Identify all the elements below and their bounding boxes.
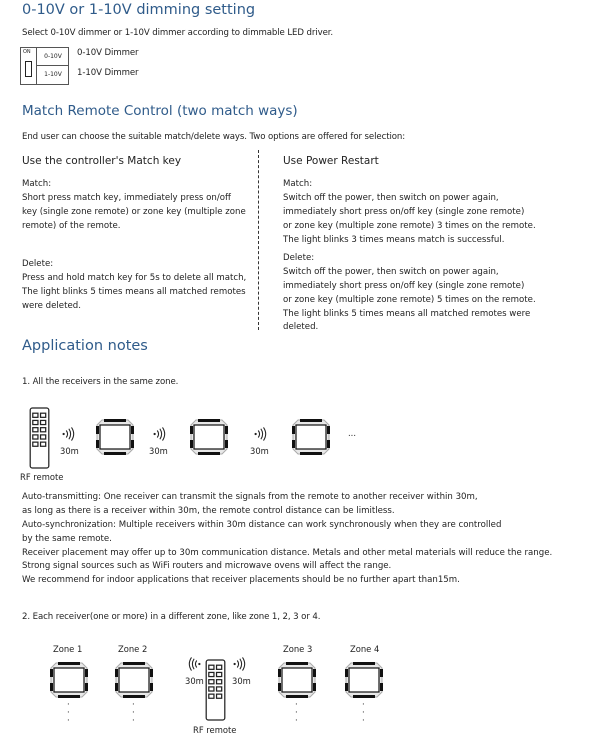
distance-label: 30m — [232, 676, 251, 686]
line: by the same remote. — [22, 533, 112, 544]
rf-remote-label: RF remote — [20, 472, 64, 482]
line: Short press match key, immediately press on/off — [22, 192, 231, 203]
line: Auto-transmitting: One receiver can transmit the signals from the remote to another receiver within 30m, — [22, 492, 478, 502]
receiver-icon — [189, 416, 229, 458]
left-heading: Use the controller's Match key — [22, 155, 182, 167]
line: were deleted. — [22, 300, 81, 311]
line: key (single zone remote) or zone key (multiple zone — [22, 206, 246, 217]
distance-label: 30m — [185, 676, 204, 686]
match-intro: End user can choose the suitable match/delete ways. Two options are offered for selection: — [22, 132, 406, 142]
signal-waves-icon — [61, 427, 75, 441]
distance-label: 30m — [149, 446, 168, 456]
option-0-10v: 0-10V Dimmer — [77, 48, 139, 58]
dimming-title: 0-10V or 1-10V dimming setting — [22, 2, 256, 18]
receiver-icon — [344, 659, 384, 701]
rf-remote-label: RF remote — [193, 725, 237, 735]
right-delete-block — [283, 252, 536, 335]
right-match-block — [283, 178, 536, 247]
ellipsis: ... — [348, 428, 356, 438]
label: Match: — [22, 179, 52, 189]
receiver-icon — [291, 416, 331, 458]
label: Delete: — [283, 253, 315, 263]
left-delete-block — [22, 258, 246, 314]
zone-3-label: Zone 3 — [283, 644, 313, 654]
line: Switch off the power, then switch on power again, — [283, 192, 499, 203]
zone-2-label: Zone 2 — [118, 644, 148, 654]
vertical-ellipsis: · · · — [132, 699, 135, 725]
line: Auto-synchronization: Multiple receivers within 30m distance can work synchronously when they are controlled — [22, 519, 502, 530]
receiver-icon — [49, 659, 89, 701]
right-heading: Use Power Restart — [283, 155, 379, 167]
line: or zone key (multiple zone remote) 3 times on the remote. — [283, 220, 536, 231]
line: Receiver placement may offer up to 30m communication distance. Metals and other metal materials will reduce the range. — [22, 547, 553, 558]
dimming-intro: Select 0-10V dimmer or 1-10V dimmer according to dimmable LED driver. — [22, 28, 334, 38]
line: Press and hold match key for 5s to delete all match, — [22, 272, 247, 283]
zone-4-label: Zone 4 — [350, 644, 380, 654]
option-1-10v: 1-10V Dimmer — [77, 68, 139, 78]
column-divider — [258, 150, 259, 330]
line: Switch off the power, then switch on power again, — [283, 266, 499, 277]
left-match-block — [22, 178, 246, 234]
switch-on-label: ON — [23, 49, 31, 55]
app-title: Application notes — [22, 338, 148, 354]
label: Match: — [283, 179, 313, 189]
line: The light blinks 3 times means match is successful. — [283, 234, 505, 245]
app-paragraph — [22, 491, 552, 588]
label: Delete: — [22, 259, 54, 269]
switch-bottom-label: 1-10V — [36, 66, 69, 84]
line: immediately short press on/off key (single zone remote) — [283, 206, 525, 217]
line: remote) of the remote. — [22, 220, 121, 231]
match-title: Match Remote Control (two match ways) — [22, 103, 298, 119]
note-1: 1. All the receivers in the same zone. — [22, 377, 179, 387]
signal-waves-icon — [253, 427, 267, 441]
note-2: 2. Each receiver(one or more) in a different zone, like zone 1, 2, 3 or 4. — [22, 612, 321, 622]
line: Strong signal sources such as WiFi routers and microwave ovens will affect the range. — [22, 561, 392, 572]
vertical-ellipsis: · · · — [295, 699, 298, 725]
receiver-icon — [95, 416, 135, 458]
line: deleted. — [283, 322, 319, 333]
vertical-ellipsis: · · · — [362, 699, 365, 725]
receiver-icon — [114, 659, 154, 701]
line: We recommend for indoor applications that receiver placements should be no further apart than15m. — [22, 575, 460, 586]
signal-waves-icon — [232, 657, 246, 671]
receiver-icon — [277, 659, 317, 701]
dip-switch-icon — [20, 47, 69, 85]
rf-remote-icon — [29, 407, 50, 469]
rf-remote-icon — [205, 659, 226, 721]
line: or zone key (multiple zone remote) 5 times on the remote. — [283, 294, 536, 305]
line: immediately short press on/off key (single zone remote) — [283, 280, 525, 291]
line: The light blinks 5 times means all matched remotes — [22, 286, 246, 297]
vertical-ellipsis: · · · — [67, 699, 70, 725]
line: as long as there is a receiver within 30m, the remote control distance can be limitless. — [22, 505, 395, 516]
switch-top-label: 0-10V — [36, 48, 69, 66]
signal-waves-icon — [188, 657, 202, 671]
signal-waves-icon — [152, 427, 166, 441]
distance-label: 30m — [250, 446, 269, 456]
line: The light blinks 5 times means all matched remotes were — [283, 308, 531, 319]
zone-1-label: Zone 1 — [53, 644, 83, 654]
distance-label: 30m — [60, 446, 79, 456]
